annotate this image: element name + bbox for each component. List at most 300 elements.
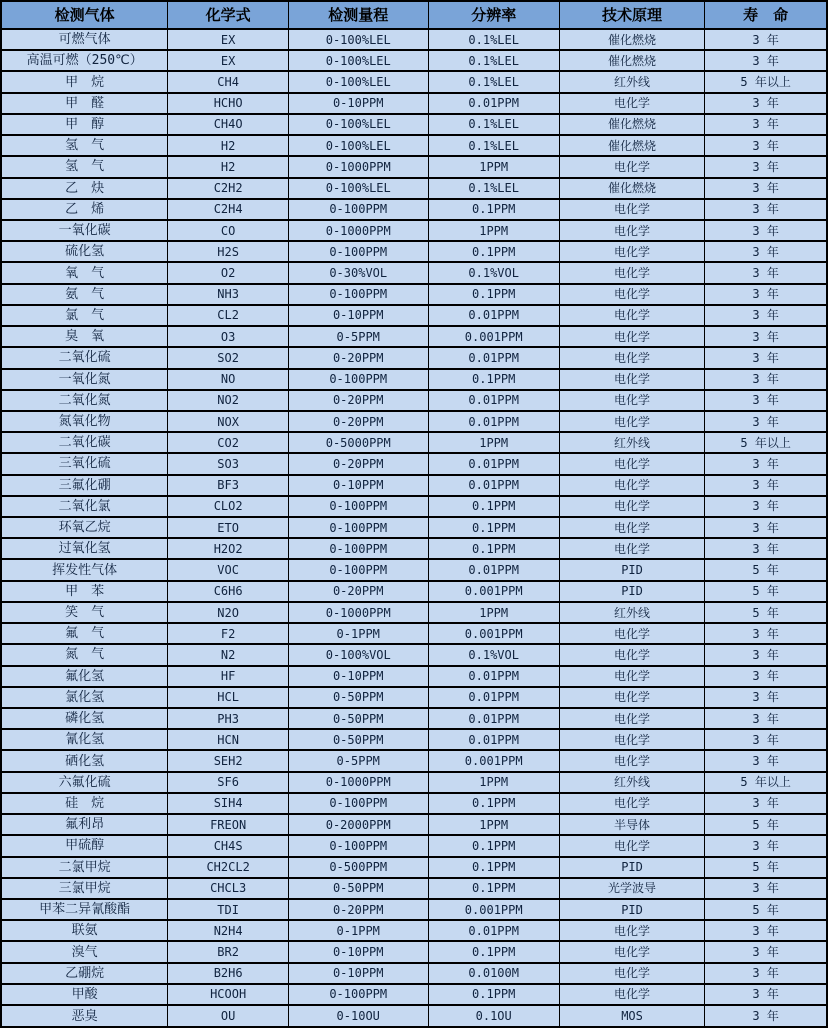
spec-cell: 3 年: [705, 220, 827, 241]
gas-name-cell: 一氧化氮: [1, 369, 168, 390]
table-row: [1, 135, 827, 156]
header-cell: 寿 命: [705, 1, 827, 29]
spec-cell: 3 年: [705, 644, 827, 665]
gas-name-cell: 氯 气: [1, 305, 168, 326]
spec-cell: 电化学: [559, 793, 704, 814]
table-row: [1, 50, 827, 71]
table-row: [1, 899, 827, 920]
spec-cell: NO: [168, 369, 289, 390]
table-row: [1, 284, 827, 305]
spec-cell: 电化学: [559, 538, 704, 559]
spec-cell: CH4S: [168, 835, 289, 856]
spec-cell: 电化学: [559, 920, 704, 941]
spec-cell: 0.1%LEL: [428, 71, 559, 92]
gas-name-cell: 氧 气: [1, 262, 168, 283]
header-cell: 分辨率: [428, 1, 559, 29]
spec-cell: OU: [168, 1005, 289, 1027]
spec-cell: 3 年: [705, 750, 827, 771]
table-row: [1, 687, 827, 708]
spec-cell: NO2: [168, 390, 289, 411]
spec-cell: 0.1PPM: [428, 241, 559, 262]
gas-name-cell: 甲酸: [1, 984, 168, 1005]
spec-cell: 0-50PPM: [288, 708, 428, 729]
spec-cell: 电化学: [559, 835, 704, 856]
gas-name-cell: 溴气: [1, 941, 168, 962]
table-row: [1, 241, 827, 262]
gas-name-cell: 氢 气: [1, 156, 168, 177]
spec-cell: 电化学: [559, 220, 704, 241]
spec-cell: 3 年: [705, 114, 827, 135]
spec-cell: HF: [168, 666, 289, 687]
spec-cell: 3 年: [705, 178, 827, 199]
spec-cell: 电化学: [559, 453, 704, 474]
spec-cell: 0-1000PPM: [288, 772, 428, 793]
table-row: [1, 857, 827, 878]
spec-cell: 0-10PPM: [288, 666, 428, 687]
spec-cell: 电化学: [559, 199, 704, 220]
table-row: [1, 496, 827, 517]
gas-name-cell: 六氟化硫: [1, 772, 168, 793]
table-row: [1, 581, 827, 602]
spec-cell: 3 年: [705, 517, 827, 538]
table-row: [1, 178, 827, 199]
table-row: [1, 199, 827, 220]
spec-cell: MOS: [559, 1005, 704, 1027]
table-row: [1, 1005, 827, 1027]
gas-name-cell: 甲 醇: [1, 114, 168, 135]
spec-cell: 3 年: [705, 496, 827, 517]
spec-cell: 0.1OU: [428, 1005, 559, 1027]
spec-cell: BR2: [168, 941, 289, 962]
spec-cell: H2O2: [168, 538, 289, 559]
spec-cell: 电化学: [559, 369, 704, 390]
spec-cell: O3: [168, 326, 289, 347]
spec-cell: 0.1PPM: [428, 517, 559, 538]
spec-cell: 3 年: [705, 538, 827, 559]
spec-cell: NH3: [168, 284, 289, 305]
header-cell: 技术原理: [559, 1, 704, 29]
spec-cell: 0.01PPM: [428, 93, 559, 114]
gas-name-cell: 甲 烷: [1, 71, 168, 92]
table-row: [1, 326, 827, 347]
spec-cell: 1PPM: [428, 156, 559, 177]
spec-cell: CH2CL2: [168, 857, 289, 878]
table-row: [1, 71, 827, 92]
spec-cell: 5 年以上: [705, 71, 827, 92]
spec-cell: 3 年: [705, 411, 827, 432]
spec-cell: CH4O: [168, 114, 289, 135]
table-row: [1, 750, 827, 771]
spec-cell: SIH4: [168, 793, 289, 814]
spec-cell: C6H6: [168, 581, 289, 602]
spec-cell: 0-100PPM: [288, 199, 428, 220]
table-row: [1, 644, 827, 665]
spec-cell: 0-100PPM: [288, 559, 428, 580]
spec-cell: SO2: [168, 347, 289, 368]
spec-cell: 0.1PPM: [428, 984, 559, 1005]
gas-name-cell: 氟化氢: [1, 666, 168, 687]
spec-cell: 1PPM: [428, 602, 559, 623]
spec-cell: 0.1%LEL: [428, 114, 559, 135]
spec-cell: 5 年: [705, 581, 827, 602]
spec-cell: 半导体: [559, 814, 704, 835]
spec-cell: PID: [559, 581, 704, 602]
spec-cell: 0-20PPM: [288, 899, 428, 920]
spec-cell: 0-2000PPM: [288, 814, 428, 835]
table-row: [1, 963, 827, 984]
gas-name-cell: 乙 烯: [1, 199, 168, 220]
spec-cell: 电化学: [559, 708, 704, 729]
spec-cell: CO2: [168, 432, 289, 453]
table-row: [1, 835, 827, 856]
spec-cell: 0.1%LEL: [428, 50, 559, 71]
gas-name-cell: 三氧化硫: [1, 453, 168, 474]
spec-cell: 0-100PPM: [288, 538, 428, 559]
spec-cell: 0.1PPM: [428, 793, 559, 814]
spec-cell: 0-50PPM: [288, 729, 428, 750]
table-row: [1, 814, 827, 835]
spec-cell: 0.01PPM: [428, 920, 559, 941]
gas-name-cell: 硒化氢: [1, 750, 168, 771]
table-row: [1, 432, 827, 453]
spec-cell: 0-100%LEL: [288, 50, 428, 71]
spec-cell: 0-1PPM: [288, 920, 428, 941]
spec-cell: 3 年: [705, 878, 827, 899]
spec-cell: 0-10OU: [288, 1005, 428, 1027]
spec-cell: 0-100PPM: [288, 496, 428, 517]
spec-cell: ETO: [168, 517, 289, 538]
table-row: [1, 220, 827, 241]
spec-cell: 3 年: [705, 305, 827, 326]
spec-cell: 3 年: [705, 93, 827, 114]
spec-cell: 0-5PPM: [288, 326, 428, 347]
header-cell: 检测气体: [1, 1, 168, 29]
table-row: [1, 517, 827, 538]
spec-cell: 催化燃烧: [559, 135, 704, 156]
spec-cell: 0.01PPM: [428, 390, 559, 411]
spec-cell: 5 年以上: [705, 772, 827, 793]
gas-name-cell: 二氯甲烷: [1, 857, 168, 878]
spec-cell: 1PPM: [428, 220, 559, 241]
spec-cell: 0.01PPM: [428, 708, 559, 729]
spec-cell: 0.01PPM: [428, 475, 559, 496]
spec-cell: 1PPM: [428, 432, 559, 453]
header-cell: 化学式: [168, 1, 289, 29]
gas-name-cell: 甲 醛: [1, 93, 168, 114]
table-row: [1, 793, 827, 814]
table-body: [1, 29, 827, 1027]
spec-cell: H2: [168, 135, 289, 156]
gas-name-cell: 高温可燃（250℃）: [1, 50, 168, 71]
table-row: [1, 623, 827, 644]
spec-cell: PID: [559, 857, 704, 878]
gas-name-cell: 乙 炔: [1, 178, 168, 199]
gas-name-cell: 甲硫醇: [1, 835, 168, 856]
spec-cell: 0.1PPM: [428, 941, 559, 962]
spec-cell: 3 年: [705, 984, 827, 1005]
table-row: [1, 708, 827, 729]
spec-cell: 3 年: [705, 963, 827, 984]
spec-cell: 0.1PPM: [428, 857, 559, 878]
table-row: [1, 984, 827, 1005]
spec-cell: 红外线: [559, 602, 704, 623]
spec-cell: HCN: [168, 729, 289, 750]
spec-cell: 0-100%LEL: [288, 29, 428, 50]
gas-name-cell: 二氧化氯: [1, 496, 168, 517]
table-row: [1, 878, 827, 899]
table-row: [1, 772, 827, 793]
gas-name-cell: 二氧化硫: [1, 347, 168, 368]
spec-cell: 0-1000PPM: [288, 602, 428, 623]
gas-name-cell: 环氧乙烷: [1, 517, 168, 538]
gas-name-cell: 硅 烷: [1, 793, 168, 814]
spec-cell: 电化学: [559, 93, 704, 114]
spec-cell: 0.1%LEL: [428, 178, 559, 199]
spec-cell: 电化学: [559, 262, 704, 283]
spec-cell: EX: [168, 50, 289, 71]
spec-cell: 5 年: [705, 602, 827, 623]
spec-cell: 3 年: [705, 453, 827, 474]
gas-name-cell: 三氟化硼: [1, 475, 168, 496]
spec-cell: 5 年: [705, 559, 827, 580]
spec-cell: 3 年: [705, 347, 827, 368]
spec-cell: 0.01PPM: [428, 559, 559, 580]
spec-cell: SF6: [168, 772, 289, 793]
spec-cell: N2: [168, 644, 289, 665]
spec-cell: 3 年: [705, 941, 827, 962]
table-row: [1, 920, 827, 941]
spec-cell: 0.1%LEL: [428, 29, 559, 50]
gas-name-cell: 乙硼烷: [1, 963, 168, 984]
spec-cell: 0.01PPM: [428, 411, 559, 432]
spec-cell: SO3: [168, 453, 289, 474]
spec-cell: 催化燃烧: [559, 50, 704, 71]
spec-cell: 电化学: [559, 305, 704, 326]
spec-cell: 0-1PPM: [288, 623, 428, 644]
spec-cell: 3 年: [705, 666, 827, 687]
table-row: [1, 941, 827, 962]
spec-cell: CHCL3: [168, 878, 289, 899]
table-row: [1, 156, 827, 177]
spec-cell: TDI: [168, 899, 289, 920]
spec-cell: 0.1PPM: [428, 284, 559, 305]
spec-cell: 0-100PPM: [288, 284, 428, 305]
spec-cell: 0-50PPM: [288, 687, 428, 708]
spec-cell: 催化燃烧: [559, 114, 704, 135]
spec-cell: 0.1%VOL: [428, 644, 559, 665]
spec-cell: 3 年: [705, 729, 827, 750]
table-row: [1, 666, 827, 687]
spec-cell: 0-20PPM: [288, 390, 428, 411]
gas-name-cell: 二氧化氮: [1, 390, 168, 411]
spec-cell: 0.1PPM: [428, 369, 559, 390]
spec-cell: 3 年: [705, 326, 827, 347]
spec-cell: 5 年: [705, 899, 827, 920]
spec-cell: 0-100PPM: [288, 793, 428, 814]
spec-cell: B2H6: [168, 963, 289, 984]
spec-cell: 催化燃烧: [559, 178, 704, 199]
spec-cell: 0-10PPM: [288, 941, 428, 962]
spec-cell: PH3: [168, 708, 289, 729]
spec-cell: 3 年: [705, 708, 827, 729]
gas-name-cell: 甲 苯: [1, 581, 168, 602]
spec-cell: 0-5000PPM: [288, 432, 428, 453]
spec-cell: 0-100%VOL: [288, 644, 428, 665]
spec-cell: 0.0100M: [428, 963, 559, 984]
spec-cell: 0-100PPM: [288, 835, 428, 856]
spec-cell: 3 年: [705, 156, 827, 177]
table-row: [1, 559, 827, 580]
gas-name-cell: 过氧化氢: [1, 538, 168, 559]
spec-cell: 3 年: [705, 687, 827, 708]
spec-cell: 0-5PPM: [288, 750, 428, 771]
spec-cell: CL2: [168, 305, 289, 326]
gas-name-cell: 可燃气体: [1, 29, 168, 50]
spec-cell: 电化学: [559, 687, 704, 708]
gas-name-cell: 甲苯二异氰酸酯: [1, 899, 168, 920]
spec-cell: EX: [168, 29, 289, 50]
spec-cell: 电化学: [559, 326, 704, 347]
spec-cell: CH4: [168, 71, 289, 92]
table-row: [1, 411, 827, 432]
spec-cell: HCHO: [168, 93, 289, 114]
spec-cell: 0-20PPM: [288, 347, 428, 368]
spec-cell: 0.1PPM: [428, 538, 559, 559]
spec-cell: 0-100%LEL: [288, 114, 428, 135]
spec-cell: H2: [168, 156, 289, 177]
spec-cell: 电化学: [559, 963, 704, 984]
spec-cell: 3 年: [705, 1005, 827, 1027]
spec-cell: 电化学: [559, 644, 704, 665]
spec-cell: HCL: [168, 687, 289, 708]
spec-cell: 0-100PPM: [288, 517, 428, 538]
spec-cell: 0-20PPM: [288, 581, 428, 602]
spec-cell: 0-100PPM: [288, 984, 428, 1005]
spec-cell: 0.01PPM: [428, 666, 559, 687]
spec-cell: CO: [168, 220, 289, 241]
spec-cell: 0.1PPM: [428, 199, 559, 220]
spec-cell: 0-20PPM: [288, 453, 428, 474]
spec-cell: 红外线: [559, 772, 704, 793]
gas-name-cell: 磷化氢: [1, 708, 168, 729]
table-row: [1, 475, 827, 496]
spec-cell: 1PPM: [428, 772, 559, 793]
spec-cell: 0.001PPM: [428, 899, 559, 920]
table-row: [1, 305, 827, 326]
spec-cell: 3 年: [705, 369, 827, 390]
spec-cell: 3 年: [705, 793, 827, 814]
table-row: [1, 453, 827, 474]
spec-cell: 0-1000PPM: [288, 220, 428, 241]
spec-cell: 0.001PPM: [428, 750, 559, 771]
spec-cell: 0-10PPM: [288, 963, 428, 984]
spec-cell: 电化学: [559, 496, 704, 517]
spec-cell: C2H2: [168, 178, 289, 199]
spec-cell: 0-20PPM: [288, 411, 428, 432]
spec-cell: 0.01PPM: [428, 687, 559, 708]
spec-cell: 1PPM: [428, 814, 559, 835]
spec-cell: 3 年: [705, 920, 827, 941]
spec-cell: SEH2: [168, 750, 289, 771]
gas-name-cell: 联氨: [1, 920, 168, 941]
gas-name-cell: 一氧化碳: [1, 220, 168, 241]
spec-cell: O2: [168, 262, 289, 283]
spec-cell: 电化学: [559, 750, 704, 771]
spec-cell: 0-30%VOL: [288, 262, 428, 283]
spec-cell: PID: [559, 899, 704, 920]
spec-cell: 0.1%VOL: [428, 262, 559, 283]
spec-cell: 0-10PPM: [288, 93, 428, 114]
gas-name-cell: 三氯甲烷: [1, 878, 168, 899]
spec-cell: 3 年: [705, 262, 827, 283]
spec-cell: 0-100%LEL: [288, 71, 428, 92]
spec-cell: 光学波导: [559, 878, 704, 899]
spec-cell: 电化学: [559, 347, 704, 368]
spec-cell: 3 年: [705, 475, 827, 496]
gas-name-cell: 氰化氢: [1, 729, 168, 750]
spec-cell: PID: [559, 559, 704, 580]
spec-cell: 0.001PPM: [428, 581, 559, 602]
spec-cell: 电化学: [559, 729, 704, 750]
spec-cell: 0.01PPM: [428, 729, 559, 750]
spec-cell: 0.01PPM: [428, 347, 559, 368]
table-row: [1, 114, 827, 135]
gas-name-cell: 恶臭: [1, 1005, 168, 1027]
header-row: [1, 1, 827, 29]
spec-cell: 电化学: [559, 475, 704, 496]
spec-cell: 5 年: [705, 814, 827, 835]
table-row: [1, 262, 827, 283]
spec-cell: 0.1PPM: [428, 496, 559, 517]
spec-cell: 0-50PPM: [288, 878, 428, 899]
spec-cell: 电化学: [559, 623, 704, 644]
gas-name-cell: 氮 气: [1, 644, 168, 665]
spec-cell: H2S: [168, 241, 289, 262]
spec-cell: 红外线: [559, 71, 704, 92]
spec-cell: 电化学: [559, 284, 704, 305]
table-row: [1, 538, 827, 559]
spec-cell: 0-10PPM: [288, 305, 428, 326]
spec-cell: 电化学: [559, 390, 704, 411]
spec-cell: C2H4: [168, 199, 289, 220]
spec-cell: 0.1PPM: [428, 835, 559, 856]
spec-cell: 5 年以上: [705, 432, 827, 453]
gas-name-cell: 氯化氢: [1, 687, 168, 708]
spec-cell: 电化学: [559, 666, 704, 687]
spec-cell: 3 年: [705, 135, 827, 156]
spec-cell: 红外线: [559, 432, 704, 453]
gas-name-cell: 笑 气: [1, 602, 168, 623]
spec-cell: N2O: [168, 602, 289, 623]
spec-cell: 电化学: [559, 156, 704, 177]
spec-cell: 电化学: [559, 941, 704, 962]
gas-name-cell: 硫化氢: [1, 241, 168, 262]
spec-cell: 0.001PPM: [428, 623, 559, 644]
spec-cell: 3 年: [705, 199, 827, 220]
spec-cell: 0-1000PPM: [288, 156, 428, 177]
spec-cell: 电化学: [559, 241, 704, 262]
spec-cell: 电化学: [559, 984, 704, 1005]
spec-cell: 3 年: [705, 241, 827, 262]
gas-name-cell: 氨 气: [1, 284, 168, 305]
gas-name-cell: 氮氧化物: [1, 411, 168, 432]
table-row: [1, 390, 827, 411]
table-row: [1, 93, 827, 114]
spec-cell: 0-100%LEL: [288, 178, 428, 199]
gas-name-cell: 臭 氧: [1, 326, 168, 347]
spec-cell: NOX: [168, 411, 289, 432]
spec-cell: 0-100PPM: [288, 369, 428, 390]
